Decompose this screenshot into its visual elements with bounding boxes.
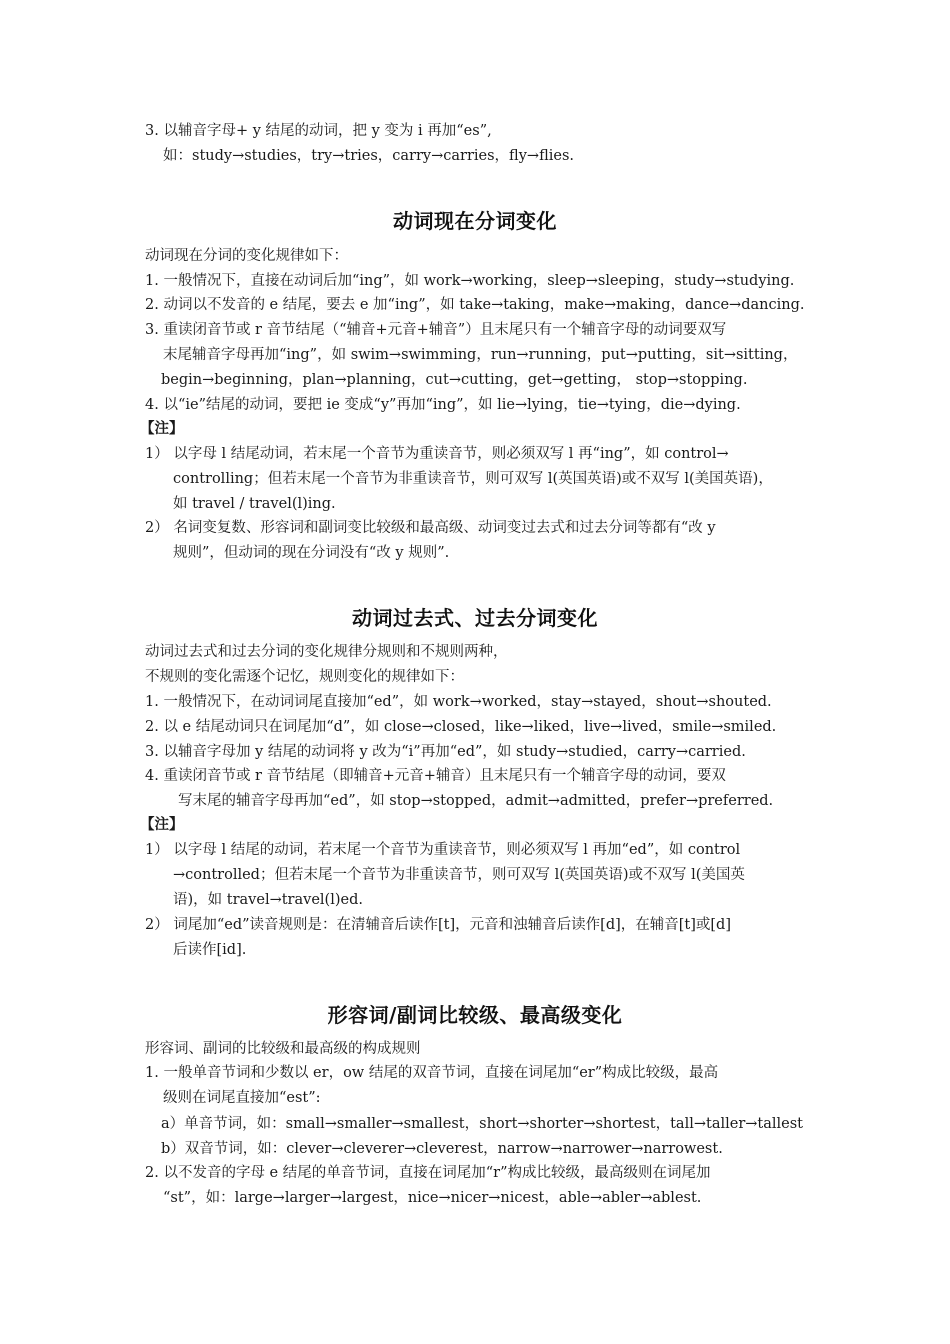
rule-3: 3. 以辅音字母加 y 结尾的动词将 y 改为“i”再加“ed”，如 study→studied，carry→carried. xyxy=(145,744,746,760)
section-title-past-tense: 动词过去式、过去分词变化 xyxy=(352,606,598,630)
note-2-line-1: 2） 名词变复数、形容词和副词变比较级和最高级、动词变过去式和过去分词等都有“改 y xyxy=(145,520,716,536)
section-title-present-participle: 动词现在分词变化 xyxy=(393,209,557,233)
rule-1: 1. 一般情况下，在动词词尾直接加“ed”，如 work→worked，stay→stayed，shout→shouted. xyxy=(145,694,772,710)
rule-2-line-1: 2. 以不发音的字母 e 结尾的单音节词，直接在词尾加“r”构成比较级，最高级则在词尾加 xyxy=(145,1165,711,1181)
note-label: 【注】 xyxy=(140,420,184,437)
note-1-line-3: 语)，如 travel→travel(l)ed. xyxy=(173,892,363,908)
rule-1-line-2: 级则在词尾直接加“est”: xyxy=(163,1090,321,1106)
rule-1: 1. 一般情况下，直接在动词后加“ing”，如 work→working，sleep→sleeping，study→studying. xyxy=(145,273,795,289)
section-intro-line-1: 动词过去式和过去分词的变化规律分规则和不规则两种， xyxy=(145,644,508,660)
rule-4-line-2: 写末尾的辅音字母再加“ed”，如 stop→stopped，admit→admitted，prefer→preferred. xyxy=(178,793,774,809)
note-1-line-2: →controlled；但若末尾一个音节为非重读音节，则可双写 l(英国英语)或不双写 l(美国英 xyxy=(173,867,745,883)
rule-1-sub-b: b）双音节词，如：clever→cleverer→cleverest，narrow→narrower→narrowest. xyxy=(161,1141,723,1157)
note-1-line-2: controlling；但若末尾一个音节为非重读音节，则可双写 l(英国英语)或不双写 l(美国英语)， xyxy=(173,471,773,487)
note-2-line-2: 规则”，但动词的现在分词没有“改 y 规则”. xyxy=(173,545,450,561)
note-1-line-1: 1） 以字母 l 结尾的动词，若末尾一个音节为重读音节，则必须双写 l 再加“ed”，如 control xyxy=(145,842,741,858)
rule-4-line-1: 4. 重读闭音节或 r 音节结尾（即辅音+元音+辅音）且末尾只有一个辅音字母的动词，要双 xyxy=(145,768,726,784)
note-2-line-2: 后读作[id]. xyxy=(173,942,247,958)
rule-2-line-2: “st”，如：large→larger→largest，nice→nicer→nicest，able→abler→ablest. xyxy=(163,1190,702,1206)
section-intro: 形容词、副词的比较级和最高级的构成规则 xyxy=(145,1041,421,1057)
note-1-line-3: 如 travel / travel(l)ing. xyxy=(173,496,336,512)
note-label: 【注】 xyxy=(140,816,184,833)
rule-2: 2. 以 e 结尾动词只在词尾加“d”，如 close→closed，like→liked，live→lived，smile→smiled. xyxy=(145,719,777,735)
rule-3-examples: 如：study→studies，try→tries，carry→carries，fly→flies. xyxy=(163,148,575,164)
note-1-line-1: 1） 以字母 l 结尾动词，若末尾一个音节为重读音节，则必须双写 l 再“ing”，如 control→ xyxy=(145,446,729,462)
note-2-line-1: 2） 词尾加“ed”读音规则是：在清辅音后读作[t]，元音和浊辅音后读作[d]，在辅音[t]或[d] xyxy=(145,917,731,933)
section-title-comparative: 形容词/副词比较级、最高级变化 xyxy=(327,1003,623,1027)
rule-1-sub-a: a）单音节词，如：small→smaller→smallest，short→shorter→shortest，tall→taller→tallest xyxy=(161,1116,803,1132)
rule-1-line-1: 1. 一般单音节词和少数以 er，ow 结尾的双音节词，直接在词尾加“er”构成比较级，最高 xyxy=(145,1065,719,1081)
rule-3-line-1: 3. 重读闭音节或 r 音节结尾（“辅音+元音+辅音”）且末尾只有一个辅音字母的动词要双写 xyxy=(145,322,727,338)
section-intro-line-2: 不规则的变化需逐个记忆，规则变化的规律如下： xyxy=(145,669,464,685)
rule-4: 4. 以“ie”结尾的动词，要把 ie 变成“y”再加“ing”，如 lie→lying，tie→tying，die→dying. xyxy=(145,397,741,413)
section-intro: 动词现在分词的变化规律如下： xyxy=(145,248,348,264)
rule-3-line-3: begin→beginning，plan→planning，cut→cutting，get→getting， stop→stopping. xyxy=(161,372,748,388)
rule-3-line-1: 3. 以辅音字母+ y 结尾的动词，把 y 变为 i 再加“es”, xyxy=(145,123,492,139)
rule-3-line-2: 末尾辅音字母再加“ing”，如 swim→swimming，run→running，put→putting，sit→sitting， xyxy=(163,347,798,363)
rule-2: 2. 动词以不发音的 e 结尾，要去 e 加“ing”，如 take→taking，make→making，dance→dancing. xyxy=(145,297,805,313)
